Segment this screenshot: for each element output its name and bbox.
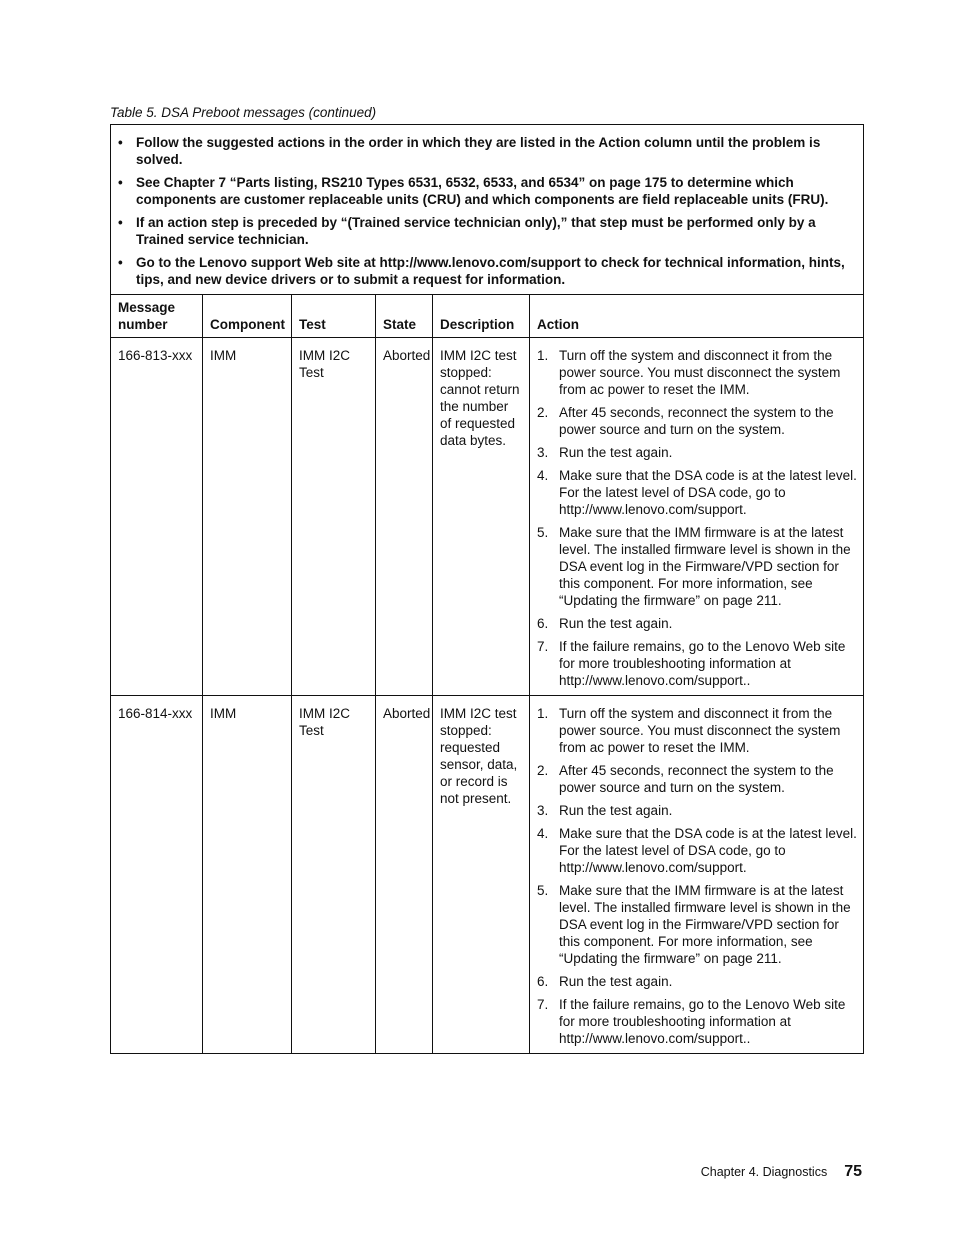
action-step-number: 3. — [537, 803, 549, 818]
action-list — [537, 347, 857, 689]
description-cell — [433, 338, 530, 696]
action-step-number: 1. — [537, 706, 549, 721]
action-step-text: Run the test again. — [559, 445, 673, 460]
action-step — [537, 882, 857, 967]
message-number-cell: 166-814-xxx — [111, 696, 203, 1054]
action-step-number: 7. — [537, 997, 549, 1012]
header-component: Component — [203, 295, 292, 338]
component-cell: IMM — [203, 338, 292, 696]
action-step-text: After 45 seconds, reconnect the system to the power source and turn on the system. — [559, 763, 834, 795]
note-item: • Go to the Lenovo support Web site at http://www.lenovo.com/support to check for technical information, hints, tips, and new device drivers or to submit a request for information. — [118, 254, 857, 288]
action-step-number: 2. — [537, 763, 549, 778]
note-item: • If an action step is preceded by “(Trained service technician only),” that step must be performed only by a Trained service technician. — [118, 214, 857, 248]
header-test: Test — [292, 295, 376, 338]
action-step-number: 5. — [537, 525, 549, 540]
action-step — [537, 444, 857, 461]
header-state: State — [376, 295, 433, 338]
action-step — [537, 705, 857, 756]
dsa-preboot-messages-table — [110, 124, 864, 1054]
action-step-text: Make sure that the DSA code is at the latest level. For the latest level of DSA code, go to http://www.lenovo.com/support. — [559, 468, 857, 517]
action-step-text: Make sure that the IMM firmware is at the latest level. The installed firmware level is shown in the DSA event log in the Firmware/VPD section for this component. For more information, see “Updating the firmware” on page 211. — [559, 883, 851, 966]
description-text: IMM I2C test stopped: cannot return the number of requested data bytes. — [440, 348, 520, 448]
action-step-number: 6. — [537, 974, 549, 989]
table-caption: Table 5. DSA Preboot messages (continued) — [110, 105, 377, 120]
action-step-number: 2. — [537, 405, 549, 420]
test-text: IMM I2C Test — [299, 706, 351, 738]
action-step-text: Run the test again. — [559, 803, 673, 818]
description-text: IMM I2C test stopped: requested sensor, data, or record is not present. — [440, 706, 518, 806]
action-step — [537, 802, 857, 819]
header-description: Description — [433, 295, 530, 338]
note-item: • See Chapter 7 “Parts listing, RS210 Types 6531, 6532, 6533, and 6534” on page 175 to determine which components are customer replaceable units (CRU) and which components are field replaceable units (FRU). — [118, 174, 857, 208]
action-step-number: 6. — [537, 616, 549, 631]
action-step — [537, 973, 857, 990]
action-step-number: 4. — [537, 468, 549, 483]
table-header-row — [111, 295, 864, 338]
action-step — [537, 762, 857, 796]
action-step-text: Turn off the system and disconnect it from the power source. You must disconnect the system from ac power to reset the IMM. — [559, 348, 841, 397]
action-step-text: If the failure remains, go to the Lenovo Web site for more troubleshooting information at http://www.lenovo.com/support.. — [559, 997, 846, 1046]
action-step-number: 5. — [537, 883, 549, 898]
action-cell — [530, 338, 864, 696]
action-step — [537, 638, 857, 689]
state-cell: Aborted — [376, 338, 433, 696]
action-step-text: Turn off the system and disconnect it from the power source. You must disconnect the system from ac power to reset the IMM. — [559, 706, 841, 755]
note-item: • Follow the suggested actions in the order in which they are listed in the Action column until the problem is solved. — [118, 134, 857, 168]
action-step — [537, 615, 857, 632]
page-number: 75 — [844, 1163, 862, 1180]
page-footer — [701, 1163, 862, 1181]
action-step-number: 1. — [537, 348, 549, 363]
action-step-text: If the failure remains, go to the Lenovo Web site for more troubleshooting information at http://www.lenovo.com/support.. — [559, 639, 846, 688]
test-cell — [292, 696, 376, 1054]
test-text: IMM I2C Test — [299, 348, 351, 380]
action-step-number: 4. — [537, 826, 549, 841]
action-step — [537, 996, 857, 1047]
action-step-text: Make sure that the IMM firmware is at the latest level. The installed firmware level is shown in the DSA event log in the Firmware/VPD section for this component. For more information, see “Updating the firmware” on page 211. — [559, 525, 851, 608]
message-number-cell: 166-813-xxx — [111, 338, 203, 696]
table-notes-cell — [111, 125, 864, 295]
action-step-number: 3. — [537, 445, 549, 460]
table-row — [111, 338, 864, 696]
action-step-text: After 45 seconds, reconnect the system to the power source and turn on the system. — [559, 405, 834, 437]
action-step-number: 7. — [537, 639, 549, 654]
action-step — [537, 524, 857, 609]
description-cell — [433, 696, 530, 1054]
action-cell — [530, 696, 864, 1054]
action-step-text: Run the test again. — [559, 974, 673, 989]
action-step — [537, 404, 857, 438]
component-cell: IMM — [203, 696, 292, 1054]
table-notes-row — [111, 125, 864, 295]
action-step — [537, 825, 857, 876]
action-step — [537, 467, 857, 518]
test-cell — [292, 338, 376, 696]
action-step-text: Make sure that the DSA code is at the latest level. For the latest level of DSA code, go to http://www.lenovo.com/support. — [559, 826, 857, 875]
action-step — [537, 347, 857, 398]
state-cell: Aborted — [376, 696, 433, 1054]
chapter-label: Chapter 4. Diagnostics — [700, 1165, 828, 1179]
table-row — [111, 696, 864, 1054]
header-message-number: Message number — [111, 295, 203, 338]
action-list — [537, 705, 857, 1047]
action-step-text: Run the test again. — [559, 616, 673, 631]
header-action: Action — [530, 295, 864, 338]
notes-list — [118, 134, 857, 288]
